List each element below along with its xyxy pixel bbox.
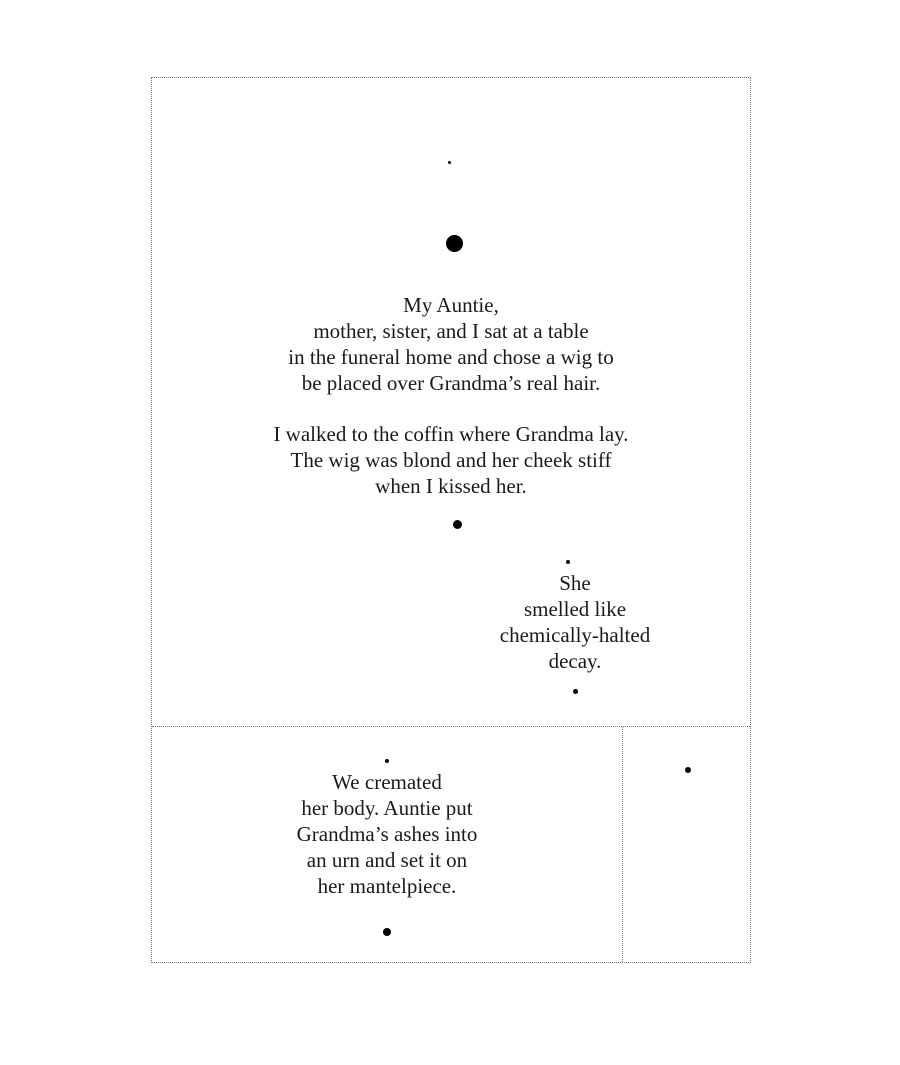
top-panel — [152, 78, 750, 727]
tiny-dot — [448, 161, 451, 164]
page-frame — [151, 77, 751, 963]
large-dot — [446, 235, 463, 252]
stanza-smell: She smelled like chemically-halted decay. — [499, 571, 651, 673]
small-dot — [566, 560, 570, 564]
small-dot — [573, 689, 578, 694]
medium-dot — [453, 520, 462, 529]
tiny-dot — [385, 759, 389, 763]
bottom-right-panel — [623, 727, 750, 962]
small-dot — [685, 767, 691, 773]
medium-dot — [383, 928, 391, 936]
stanza-cremation: We cremated her body. Auntie put Grandma’s ashes into an urn and set it on her mantelpiece. — [296, 770, 478, 898]
stanza-wig: My Auntie, mother, sister, and I sat at a table in the funeral home and chose a wig to be placed over Grandma’s real hair. — [288, 293, 614, 395]
bottom-left-panel — [152, 727, 623, 962]
stanza-coffin: I walked to the coffin where Grandma lay. The wig was blond and her cheek stiff when I kissed her. — [273, 422, 629, 498]
